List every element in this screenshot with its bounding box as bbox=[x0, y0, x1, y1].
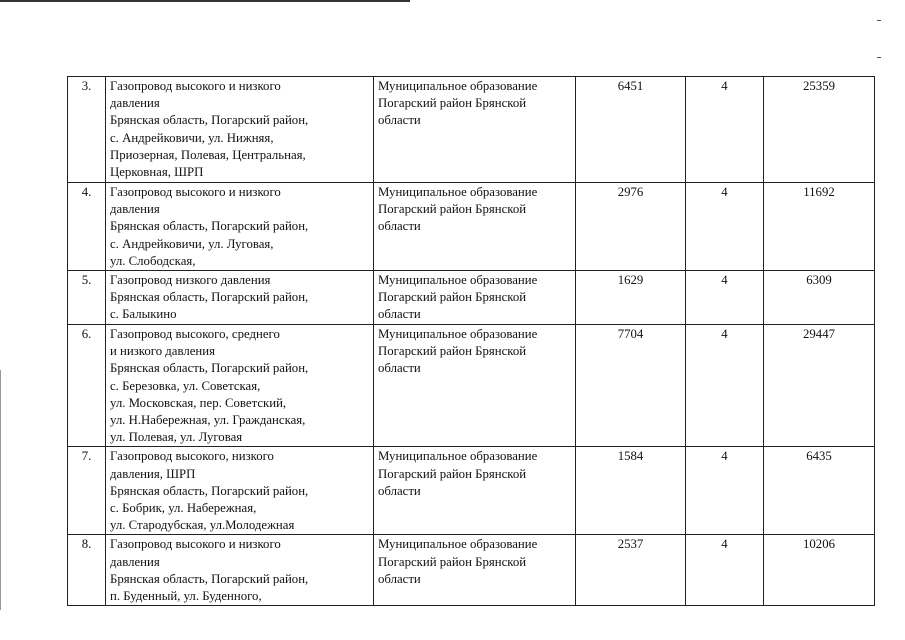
object-name-line: Газопровод высокого, среднего bbox=[110, 327, 280, 342]
value-cell: 11692 bbox=[764, 183, 875, 271]
row-number-cell: 7. bbox=[68, 447, 106, 535]
length-cell: 7704 bbox=[576, 325, 686, 447]
length-cell: 1584 bbox=[576, 447, 686, 535]
scan-mark bbox=[877, 57, 881, 58]
gas-pipeline-table bbox=[67, 76, 875, 606]
owner-line: Муниципальное образование bbox=[378, 327, 538, 342]
owner-line: Муниципальное образование bbox=[378, 273, 538, 288]
owner-cell bbox=[374, 325, 576, 447]
object-name-line: Церковная, ШРП bbox=[110, 165, 204, 180]
category-cell: 4 bbox=[686, 535, 764, 606]
owner-line: Погарский район Брянской bbox=[378, 344, 527, 359]
object-name-line: Газопровод высокого и низкого bbox=[110, 185, 281, 199]
table-row bbox=[68, 535, 875, 606]
scan-edge-line bbox=[0, 370, 1, 610]
table-row bbox=[68, 325, 875, 447]
object-name-cell bbox=[106, 535, 374, 606]
row-number-cell: 8. bbox=[68, 535, 106, 606]
object-name-line: Газопровод низкого давления bbox=[110, 273, 271, 288]
object-name-line: ул. Слободская, bbox=[110, 253, 196, 268]
object-name-line: ул. Стародубская, ул.Молодежная bbox=[110, 518, 295, 533]
object-name-line: давления bbox=[110, 202, 160, 217]
table-row bbox=[68, 447, 875, 535]
length-cell: 2537 bbox=[576, 535, 686, 606]
object-name-line: давления, ШРП bbox=[110, 466, 196, 481]
object-name-line: Брянская область, Погарский район, bbox=[110, 219, 309, 234]
owner-line: Муниципальное образование bbox=[378, 449, 538, 464]
object-name-line: ул. Полевая, ул. Луговая bbox=[110, 430, 243, 445]
table-row bbox=[68, 183, 875, 271]
value-cell: 10206 bbox=[764, 535, 875, 606]
owner-line: Погарский район Брянской bbox=[378, 290, 527, 305]
scan-edge-line bbox=[0, 0, 410, 2]
row-number-cell: 6. bbox=[68, 325, 106, 447]
value-cell: 6435 bbox=[764, 447, 875, 535]
object-name-line: Брянская область, Погарский район, bbox=[110, 571, 309, 586]
table-row bbox=[68, 271, 875, 325]
owner-line: Муниципальное образование bbox=[378, 185, 538, 199]
category-cell: 4 bbox=[686, 183, 764, 271]
owner-line: области bbox=[378, 307, 421, 322]
object-name-line: Брянская область, Погарский район, bbox=[110, 290, 309, 305]
object-name-line: п. Буденный, ул. Буденного, bbox=[110, 589, 262, 604]
object-name-line: Брянская область, Погарский район, bbox=[110, 483, 309, 498]
object-name-line: Газопровод высокого и низкого bbox=[110, 537, 281, 552]
length-cell: 1629 bbox=[576, 271, 686, 325]
owner-line: области bbox=[378, 361, 421, 376]
category-cell: 4 bbox=[686, 325, 764, 447]
object-name-line: ул. Н.Набережная, ул. Гражданская, bbox=[110, 413, 306, 428]
object-name-line: давления bbox=[110, 96, 160, 111]
table-body bbox=[68, 77, 875, 606]
category-cell: 4 bbox=[686, 271, 764, 325]
object-name-line: и низкого давления bbox=[110, 344, 216, 359]
owner-line: Муниципальное образование bbox=[378, 79, 538, 93]
object-name-line: с. Балыкино bbox=[110, 307, 177, 322]
owner-line: Погарский район Брянской bbox=[378, 202, 527, 217]
object-name-cell bbox=[106, 77, 374, 183]
object-name-cell bbox=[106, 325, 374, 447]
owner-line: Муниципальное образование bbox=[378, 537, 538, 552]
object-name-line: с. Бобрик, ул. Набережная, bbox=[110, 501, 257, 516]
object-name-cell bbox=[106, 447, 374, 535]
owner-cell bbox=[374, 447, 576, 535]
category-cell: 4 bbox=[686, 447, 764, 535]
owner-line: Погарский район Брянской bbox=[378, 554, 527, 569]
value-cell: 25359 bbox=[764, 77, 875, 183]
object-name-line: Газопровод высокого, низкого bbox=[110, 449, 274, 464]
row-number-cell: 4. bbox=[68, 183, 106, 271]
object-name-line: с. Андрейковичи, ул. Нижняя, bbox=[110, 130, 274, 145]
owner-line: области bbox=[378, 571, 421, 586]
object-name-line: Брянская область, Погарский район, bbox=[110, 113, 309, 128]
object-name-line: Брянская область, Погарский район, bbox=[110, 361, 309, 376]
object-name-cell bbox=[106, 183, 374, 271]
object-name-line: Газопровод высокого и низкого bbox=[110, 79, 281, 93]
object-name-line: с. Березовка, ул. Советская, bbox=[110, 378, 261, 393]
length-cell: 6451 bbox=[576, 77, 686, 183]
value-cell: 29447 bbox=[764, 325, 875, 447]
owner-line: Погарский район Брянской bbox=[378, 96, 527, 111]
owner-line: Погарский район Брянской bbox=[378, 466, 527, 481]
owner-line: области bbox=[378, 219, 421, 234]
category-cell: 4 bbox=[686, 77, 764, 183]
object-name-line: Приозерная, Полевая, Центральная, bbox=[110, 147, 306, 162]
row-number-cell: 3. bbox=[68, 77, 106, 183]
owner-cell bbox=[374, 77, 576, 183]
object-name-line: ул. Московская, пер. Советский, bbox=[110, 395, 287, 410]
owner-cell bbox=[374, 535, 576, 606]
owner-cell bbox=[374, 183, 576, 271]
object-name-line: с. Андрейковичи, ул. Луговая, bbox=[110, 236, 274, 251]
object-name-line: давления bbox=[110, 554, 160, 569]
owner-line: области bbox=[378, 483, 421, 498]
owner-line: области bbox=[378, 113, 421, 128]
value-cell: 6309 bbox=[764, 271, 875, 325]
row-number-cell: 5. bbox=[68, 271, 106, 325]
table-row bbox=[68, 77, 875, 183]
owner-cell bbox=[374, 271, 576, 325]
length-cell: 2976 bbox=[576, 183, 686, 271]
object-name-cell bbox=[106, 271, 374, 325]
scan-mark bbox=[877, 20, 881, 21]
